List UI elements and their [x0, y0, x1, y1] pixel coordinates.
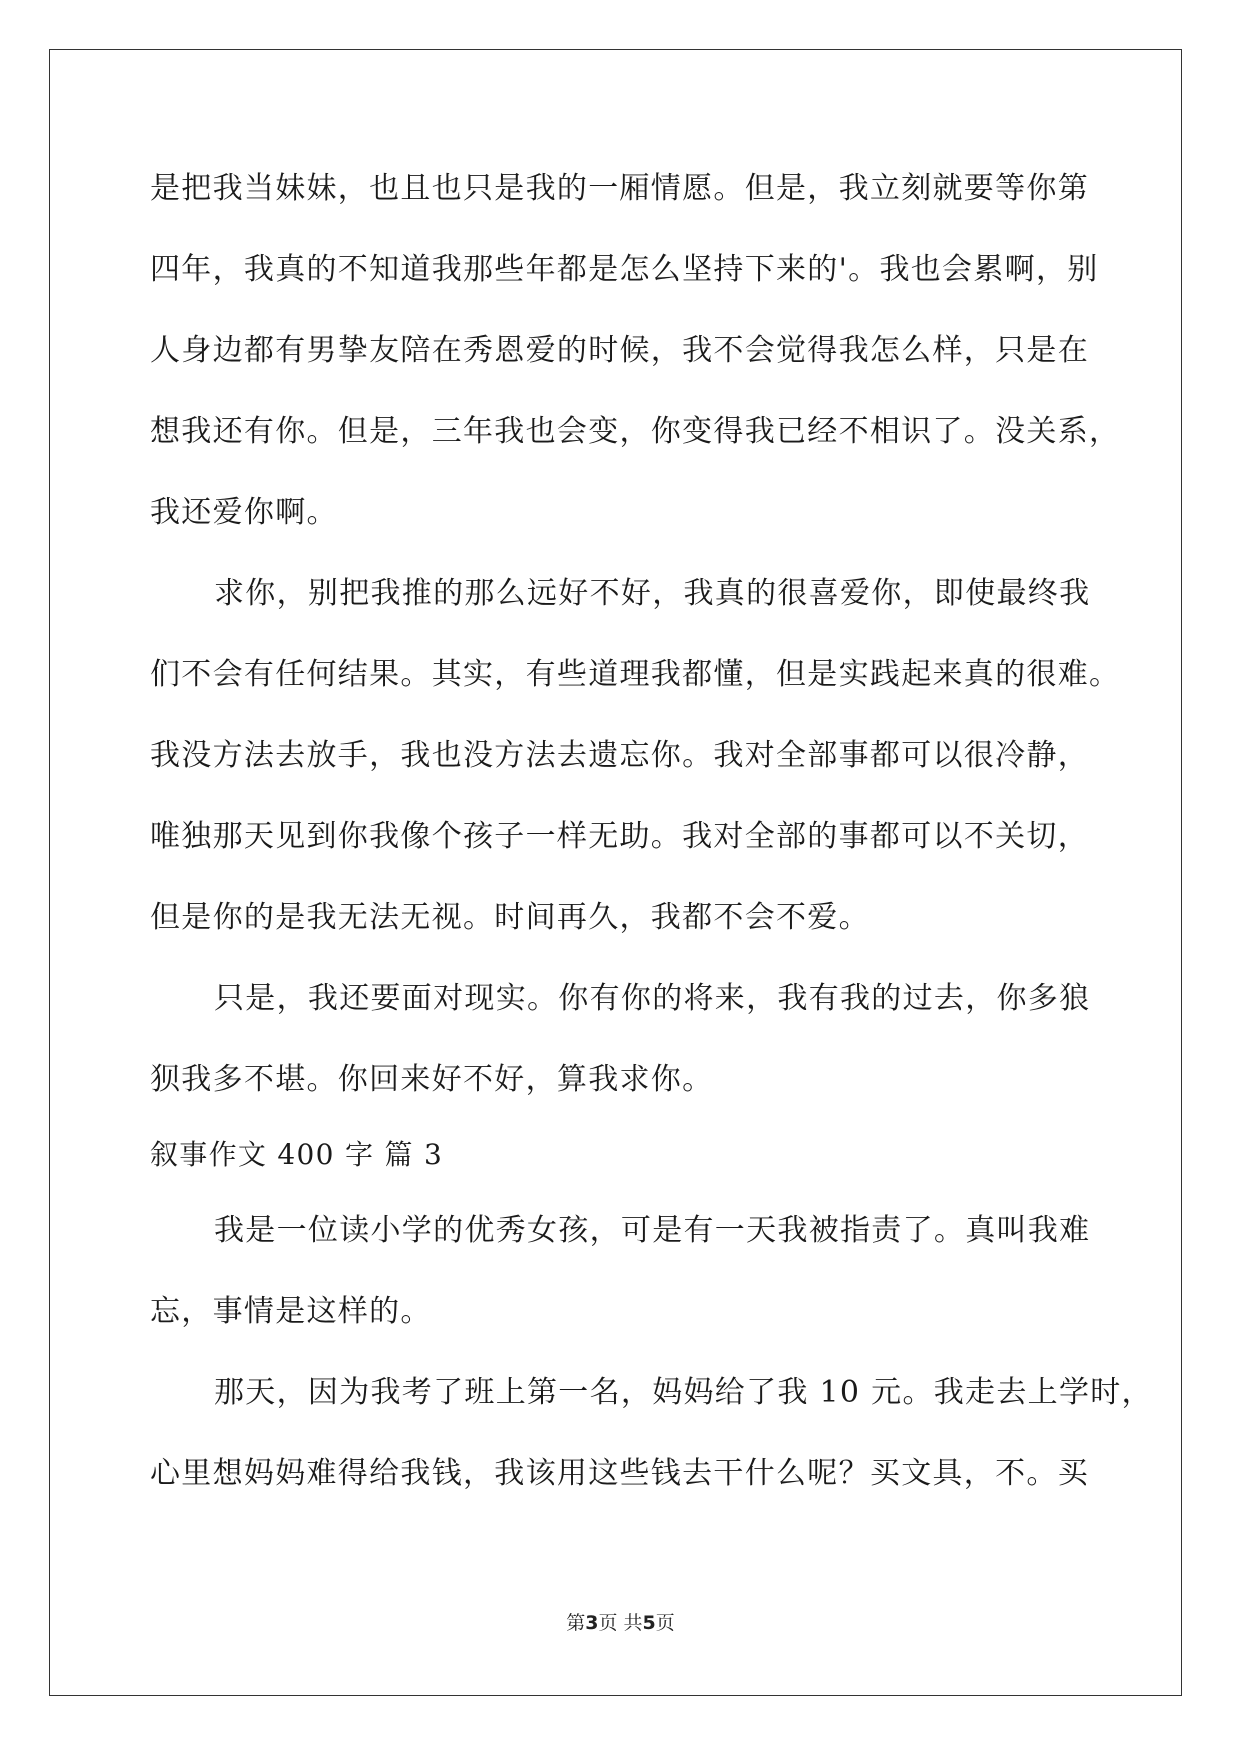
text-line: 但是你的是我无法无视。时间再久，我都不会不爱。 [150, 900, 870, 935]
text-line: 求你，别把我推的那么远好不好，我真的很喜爱你，即使最终我 [214, 576, 1091, 611]
text-line: 那天，因为我考了班上第一名，妈妈给了我 10 元。我走去上学时， [214, 1375, 1153, 1410]
text-line: 我还爱你啊。 [150, 495, 338, 530]
total-page-number: 5 [642, 1612, 656, 1634]
footer-suffix: 页 [655, 1612, 675, 1634]
section-heading: 叙事作文 400 字 篇 3 [150, 1138, 444, 1171]
text-line: 四年，我真的不知道我那些年都是怎么坚持下来的'。我也会累啊，别 [150, 252, 1099, 287]
footer-prefix: 第 [566, 1612, 586, 1634]
page-footer [0, 1608, 1241, 1635]
text-line: 想我还有你。但是，三年我也会变，你变得我已经不相识了。没关系， [150, 414, 1121, 449]
footer-mid: 页 共 [598, 1612, 643, 1634]
text-line: 心里想妈妈难得给我钱，我该用这些钱去干什么呢？买文具，不。买 [150, 1456, 1089, 1491]
text-line: 我是一位读小学的优秀女孩，可是有一天我被指责了。真叫我难 [214, 1213, 1091, 1248]
text-line: 唯独那天见到你我像个孩子一样无助。我对全部的事都可以不关切， [150, 819, 1089, 854]
text-line: 只是，我还要面对现实。你有你的将来，我有我的过去，你多狼 [214, 981, 1091, 1016]
current-page-number: 3 [585, 1612, 599, 1634]
text-line: 狈我多不堪。你回来好不好，算我求你。 [150, 1062, 714, 1097]
text-line: 忘，事情是这样的。 [150, 1294, 432, 1329]
document-body [150, 148, 1153, 1514]
text-line: 是把我当妹妹，也且也只是我的一厢情愿。但是，我立刻就要等你第 [150, 171, 1089, 206]
text-line: 们不会有任何结果。其实，有些道理我都懂，但是实践起来真的很难。 [150, 657, 1121, 692]
text-line: 我没方法去放手，我也没方法去遗忘你。我对全部事都可以很冷静， [150, 738, 1089, 773]
text-line: 人身边都有男挚友陪在秀恩爱的时候，我不会觉得我怎么样，只是在 [150, 333, 1089, 368]
